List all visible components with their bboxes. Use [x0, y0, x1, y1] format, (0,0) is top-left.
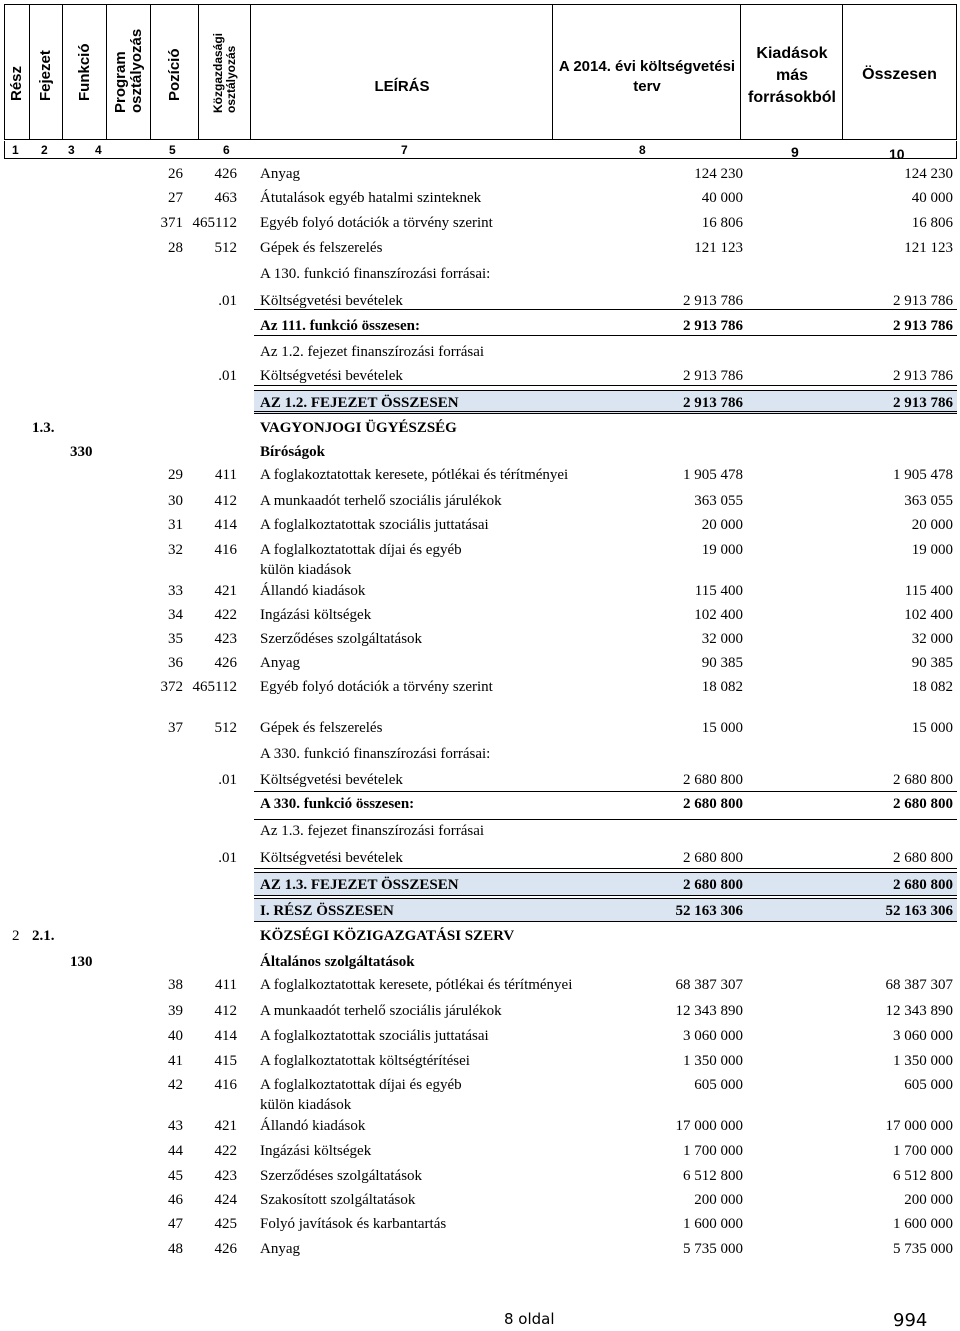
col-number: 1: [12, 143, 19, 157]
cell-description: Az 1.2. fejezet finanszírozási forrásai: [260, 344, 485, 360]
cell-plan: 68 387 307: [675, 977, 743, 993]
cell-description: Folyó javítások és karbantartás: [260, 1216, 447, 1232]
col-number: 7: [401, 143, 408, 157]
table-row: [4, 768, 957, 792]
table-row: [4, 513, 957, 537]
footer-page-number: 994: [893, 1310, 928, 1331]
cell-description: Anyag: [260, 655, 300, 671]
table-row: [4, 538, 957, 578]
cell-program: 46: [168, 1192, 183, 1208]
col-number: 10: [889, 146, 905, 162]
cell-plan: 2 913 786: [683, 293, 743, 309]
table-row: [4, 1024, 957, 1048]
cell-plan: 1 905 478: [683, 467, 743, 483]
cell-total: 1 600 000: [893, 1216, 953, 1232]
cell-program: 44: [168, 1143, 183, 1159]
header-program: [107, 5, 151, 139]
cell-total: 16 806: [911, 215, 953, 231]
cell-program: 39: [168, 1003, 183, 1019]
cell-description: Az 1.3. fejezet finanszírozási forrásai: [260, 823, 485, 839]
cell-description-cont: külön kiadások: [260, 1097, 352, 1113]
cell-total: 2 913 786: [893, 318, 953, 334]
row-separator: [254, 335, 957, 336]
cell-program: 30: [168, 493, 183, 509]
cell-description: AZ 1.2. FEJEZET ÖSSZESEN: [260, 395, 459, 411]
header-terv: [553, 5, 741, 139]
header-osszesen-label: Összesen: [862, 66, 937, 83]
table-row: [4, 1073, 957, 1113]
cell-description: Szakosított szolgáltatások: [260, 1192, 416, 1208]
table-row: [4, 1188, 957, 1212]
cell-description: A foglalkoztatottak szociális juttatásai: [260, 1028, 489, 1044]
header-resz-label: Rész: [8, 65, 25, 101]
cell-program: 43: [168, 1118, 183, 1134]
cell-description: A foglalkoztatottak díjai és egyéb: [260, 1077, 462, 1093]
cell-funkcio: 330: [70, 444, 93, 460]
table-row: [4, 627, 957, 651]
table-row: [4, 1139, 957, 1163]
table-row: [4, 924, 957, 948]
cell-kozgazd: 512: [214, 240, 237, 256]
cell-kozgazd: 412: [214, 493, 237, 509]
cell-plan: 5 735 000: [683, 1241, 743, 1257]
header-kozgazd: [199, 5, 251, 139]
col-number: 8: [639, 143, 646, 157]
header-mas: [741, 5, 843, 139]
cell-description: Bíróságok: [260, 444, 326, 460]
cell-total: 19 000: [911, 542, 953, 558]
table-row: [4, 440, 957, 464]
header-leiras-label: LEÍRÁS: [374, 78, 430, 95]
cell-program: 42: [168, 1077, 183, 1093]
cell-description: KÖZSÉGI KÖZIGAZGATÁSI SZERV: [260, 928, 515, 944]
cell-program: 35: [168, 631, 183, 647]
header-resz: [5, 5, 30, 139]
table-row: [4, 1164, 957, 1188]
cell-kozgazd: 465112: [192, 215, 237, 231]
cell-total: 40 000: [911, 190, 953, 206]
row-separator: [254, 411, 957, 412]
header-program-line2: osztályozás: [127, 28, 145, 113]
header-pozicio-label: Pozíció: [165, 48, 183, 101]
cell-plan: 2 913 786: [683, 368, 743, 384]
cell-fejezet: 2.1.: [32, 928, 55, 944]
cell-kozgazd: 411: [215, 467, 237, 483]
cell-kozgazd: .01: [218, 850, 237, 866]
cell-plan: 12 343 890: [675, 1003, 743, 1019]
cell-kozgazd: .01: [218, 293, 237, 309]
table-row: [4, 236, 957, 260]
cell-program: 31: [168, 517, 183, 533]
cell-total: 90 385: [911, 655, 953, 671]
cell-program: 45: [168, 1168, 183, 1184]
cell-kozgazd: 422: [214, 1143, 237, 1159]
cell-plan: 1 600 000: [683, 1216, 743, 1232]
table-row: [4, 999, 957, 1023]
cell-kozgazd: .01: [218, 368, 237, 384]
cell-funkcio: 130: [70, 954, 93, 970]
cell-plan: 2 913 786: [683, 318, 743, 334]
cell-program: 40: [168, 1028, 183, 1044]
cell-program: 32: [168, 542, 183, 558]
header-leiras: [251, 5, 553, 139]
cell-total: 2 680 800: [893, 877, 953, 893]
cell-total: 68 387 307: [885, 977, 953, 993]
cell-program: 372: [160, 679, 183, 695]
cell-description: A 130. funkció finanszírozási forrásai:: [260, 266, 491, 282]
row-separator: [254, 309, 957, 310]
col-number: 9: [791, 144, 799, 160]
cell-description: A munkaadót terhelő szociális járulékok: [260, 1003, 502, 1019]
cell-description: Egyéb folyó dotációk a törvény szerint: [260, 215, 493, 231]
cell-kozgazd: 512: [214, 720, 237, 736]
table-row: [4, 1212, 957, 1236]
col-number: 3: [68, 143, 75, 157]
cell-program: 371: [160, 215, 183, 231]
cell-program: 48: [168, 1241, 183, 1257]
table-row: [4, 950, 957, 974]
cell-description: A munkaadót terhelő szociális járulékok: [260, 493, 502, 509]
col-number: 6: [223, 143, 230, 157]
table-row: [4, 819, 957, 843]
cell-resz: 2: [12, 928, 20, 944]
cell-kozgazd: 421: [214, 583, 237, 599]
cell-plan: 16 806: [701, 215, 743, 231]
table-row: [4, 1237, 957, 1261]
cell-plan: 1 700 000: [683, 1143, 743, 1159]
cell-total: 2 913 786: [893, 395, 953, 411]
cell-plan: 121 123: [694, 240, 743, 256]
cell-total: 12 343 890: [885, 1003, 953, 1019]
cell-plan: 15 000: [701, 720, 743, 736]
column-number-row: [4, 141, 957, 162]
cell-description: Állandó kiadások: [260, 583, 366, 599]
cell-total: 3 060 000: [893, 1028, 953, 1044]
table-row: [4, 675, 957, 699]
cell-plan: 605 000: [694, 1077, 743, 1093]
header-fejezet-label: Fejezet: [37, 50, 54, 101]
cell-plan: 363 055: [694, 493, 743, 509]
cell-total: 200 000: [904, 1192, 953, 1208]
cell-total: 5 735 000: [893, 1241, 953, 1257]
cell-description: Állandó kiadások: [260, 1118, 366, 1134]
cell-plan: 17 000 000: [675, 1118, 743, 1134]
cell-total: 2 913 786: [893, 368, 953, 384]
cell-description: Szerződéses szolgáltatások: [260, 1168, 423, 1184]
table-row: [4, 463, 957, 487]
cell-plan: 102 400: [694, 607, 743, 623]
table-row: [4, 603, 957, 627]
cell-description: Gépek és felszerelés: [260, 240, 383, 256]
table-row: [4, 186, 957, 210]
table-row: [4, 651, 957, 675]
cell-program: 34: [168, 607, 183, 623]
cell-plan: 200 000: [694, 1192, 743, 1208]
header-program-line1: Program: [111, 51, 129, 113]
cell-description: Anyag: [260, 1241, 300, 1257]
table-row: [4, 1049, 957, 1073]
cell-plan: 20 000: [701, 517, 743, 533]
cell-description: Az 111. funkció összesen:: [260, 318, 421, 334]
cell-total: 363 055: [904, 493, 953, 509]
table-row: [4, 846, 957, 870]
header-program-label: [113, 29, 145, 113]
cell-program: 29: [168, 467, 183, 483]
cell-kozgazd: 423: [214, 1168, 237, 1184]
cell-description: Átutalások egyéb hatalmi szinteknek: [260, 190, 482, 206]
cell-total: 6 512 800: [893, 1168, 953, 1184]
header-funkcio-label: Funkció: [75, 43, 93, 101]
header-mas-line2: más: [775, 67, 809, 84]
cell-description: Költségvetési bevételek: [260, 368, 403, 384]
cell-plan: 52 163 306: [675, 903, 743, 919]
cell-description: Költségvetési bevételek: [260, 293, 403, 309]
cell-kozgazd: 425: [214, 1216, 237, 1232]
header-terv-line1: A 2014. évi költségvetési: [558, 58, 736, 75]
cell-description: A foglalkoztatottak költségtérítései: [260, 1053, 470, 1069]
cell-total: 1 350 000: [893, 1053, 953, 1069]
cell-total: 2 680 800: [893, 850, 953, 866]
cell-description: Általános szolgáltatások: [260, 954, 415, 970]
cell-program: 26: [168, 166, 183, 182]
cell-description: Költségvetési bevételek: [260, 772, 403, 788]
cell-fejezet: 1.3.: [32, 420, 55, 436]
cell-plan: 2 680 800: [683, 877, 743, 893]
cell-plan: 32 000: [701, 631, 743, 647]
cell-description: A foglalkoztatottak keresete, pótlékai és térítményei: [260, 977, 573, 993]
cell-program: 27: [168, 190, 183, 206]
cell-plan: 2 680 800: [683, 796, 743, 812]
cell-plan: 2 680 800: [683, 772, 743, 788]
table-row: [4, 416, 957, 440]
cell-total: 15 000: [911, 720, 953, 736]
table-row: [4, 489, 957, 513]
col-number: 2: [41, 143, 48, 157]
cell-plan: 19 000: [701, 542, 743, 558]
cell-description-cont: külön kiadások: [260, 562, 352, 578]
cell-plan: 115 400: [694, 583, 743, 599]
cell-kozgazd: 414: [214, 517, 237, 533]
cell-description: VAGYONJOGI ÜGYÉSZSÉG: [260, 420, 457, 436]
table-row: [4, 340, 957, 364]
table-row: [4, 211, 957, 235]
header-mas-label: [741, 43, 843, 109]
cell-description: A 330. funkció finanszírozási forrásai:: [260, 746, 491, 762]
cell-kozgazd: 424: [214, 1192, 237, 1208]
col-number: 4: [95, 143, 102, 157]
cell-plan: 3 060 000: [683, 1028, 743, 1044]
cell-total: 1 905 478: [893, 467, 953, 483]
row-separator: [254, 791, 957, 792]
cell-description: AZ 1.3. FEJEZET ÖSSZESEN: [260, 877, 459, 893]
cell-total: 605 000: [904, 1077, 953, 1093]
row-separator: [254, 385, 957, 386]
header-funkcio: [63, 5, 107, 139]
cell-total: 32 000: [911, 631, 953, 647]
row-separator: [254, 819, 957, 820]
table-row: [4, 792, 957, 816]
cell-kozgazd: 423: [214, 631, 237, 647]
header-kozgazd-line2: osztályozás: [223, 45, 238, 113]
header-terv-label: [553, 57, 741, 97]
table-row: [254, 872, 957, 896]
cell-description: I. RÉSZ ÖSSZESEN: [260, 903, 394, 919]
cell-plan: 2 680 800: [683, 850, 743, 866]
cell-plan: 1 350 000: [683, 1053, 743, 1069]
cell-description: Szerződéses szolgáltatások: [260, 631, 423, 647]
cell-total: 17 000 000: [885, 1118, 953, 1134]
cell-kozgazd: 426: [214, 166, 237, 182]
cell-total: 124 230: [904, 166, 953, 182]
cell-plan: 18 082: [701, 679, 743, 695]
cell-description: Gépek és felszerelés: [260, 720, 383, 736]
cell-description: Egyéb folyó dotációk a törvény szerint: [260, 679, 493, 695]
cell-program: 47: [168, 1216, 183, 1232]
cell-description: Ingázási költségek: [260, 1143, 372, 1159]
col-number: 5: [169, 143, 176, 157]
header-pozicio: [151, 5, 199, 139]
cell-program: 37: [168, 720, 183, 736]
cell-kozgazd: 411: [215, 977, 237, 993]
cell-plan: 90 385: [701, 655, 743, 671]
cell-description: A foglakoztatottak keresete, pótlékai és térítményei: [260, 467, 569, 483]
cell-program: 41: [168, 1053, 183, 1069]
header-fejezet: [30, 5, 63, 139]
cell-kozgazd: 426: [214, 655, 237, 671]
cell-program: 36: [168, 655, 183, 671]
cell-total: 2 913 786: [893, 293, 953, 309]
header-mas-line1: Kiadások: [756, 45, 828, 62]
table-row: [4, 742, 957, 766]
cell-total: 115 400: [904, 583, 953, 599]
cell-total: 2 680 800: [893, 772, 953, 788]
cell-total: 102 400: [904, 607, 953, 623]
cell-kozgazd: 422: [214, 607, 237, 623]
table-row: [4, 973, 957, 997]
row-separator: [254, 868, 957, 869]
cell-program: 38: [168, 977, 183, 993]
header-kozgazd-label: [212, 33, 238, 113]
cell-kozgazd: 426: [214, 1241, 237, 1257]
cell-kozgazd: 416: [214, 542, 237, 558]
table-header: [4, 4, 957, 140]
table-row: [4, 1114, 957, 1138]
cell-plan: 2 913 786: [683, 395, 743, 411]
cell-total: 121 123: [904, 240, 953, 256]
cell-kozgazd: 416: [214, 1077, 237, 1093]
cell-description: A foglalkoztatottak díjai és egyéb: [260, 542, 462, 558]
cell-program: 33: [168, 583, 183, 599]
cell-description: Anyag: [260, 166, 300, 182]
cell-kozgazd: 465112: [192, 679, 237, 695]
cell-plan: 124 230: [694, 166, 743, 182]
header-mas-line3: forrásokból: [747, 89, 836, 106]
footer-page-label: 8 oldal: [504, 1310, 555, 1328]
cell-kozgazd: 414: [214, 1028, 237, 1044]
cell-kozgazd: 412: [214, 1003, 237, 1019]
table-row: [254, 898, 957, 922]
cell-description: A foglalkoztatottak szociális juttatásai: [260, 517, 489, 533]
table-row: [4, 262, 957, 286]
cell-description: Ingázási költségek: [260, 607, 372, 623]
header-kozgazd-line1: Közgazdasági: [210, 32, 225, 113]
header-terv-line2: terv: [633, 78, 661, 95]
cell-total: 1 700 000: [893, 1143, 953, 1159]
cell-total: 52 163 306: [885, 903, 953, 919]
cell-plan: 6 512 800: [683, 1168, 743, 1184]
cell-description: Költségvetési bevételek: [260, 850, 403, 866]
cell-kozgazd: 463: [214, 190, 237, 206]
cell-total: 20 000: [911, 517, 953, 533]
cell-kozgazd: 415: [214, 1053, 237, 1069]
cell-kozgazd: .01: [218, 772, 237, 788]
cell-kozgazd: 421: [214, 1118, 237, 1134]
cell-total: 2 680 800: [893, 796, 953, 812]
cell-description: A 330. funkció összesen:: [260, 796, 415, 812]
table-row: [4, 162, 957, 186]
cell-total: 18 082: [911, 679, 953, 695]
table-row: [4, 579, 957, 603]
cell-plan: 40 000: [701, 190, 743, 206]
cell-program: 28: [168, 240, 183, 256]
table-row: [4, 716, 957, 740]
